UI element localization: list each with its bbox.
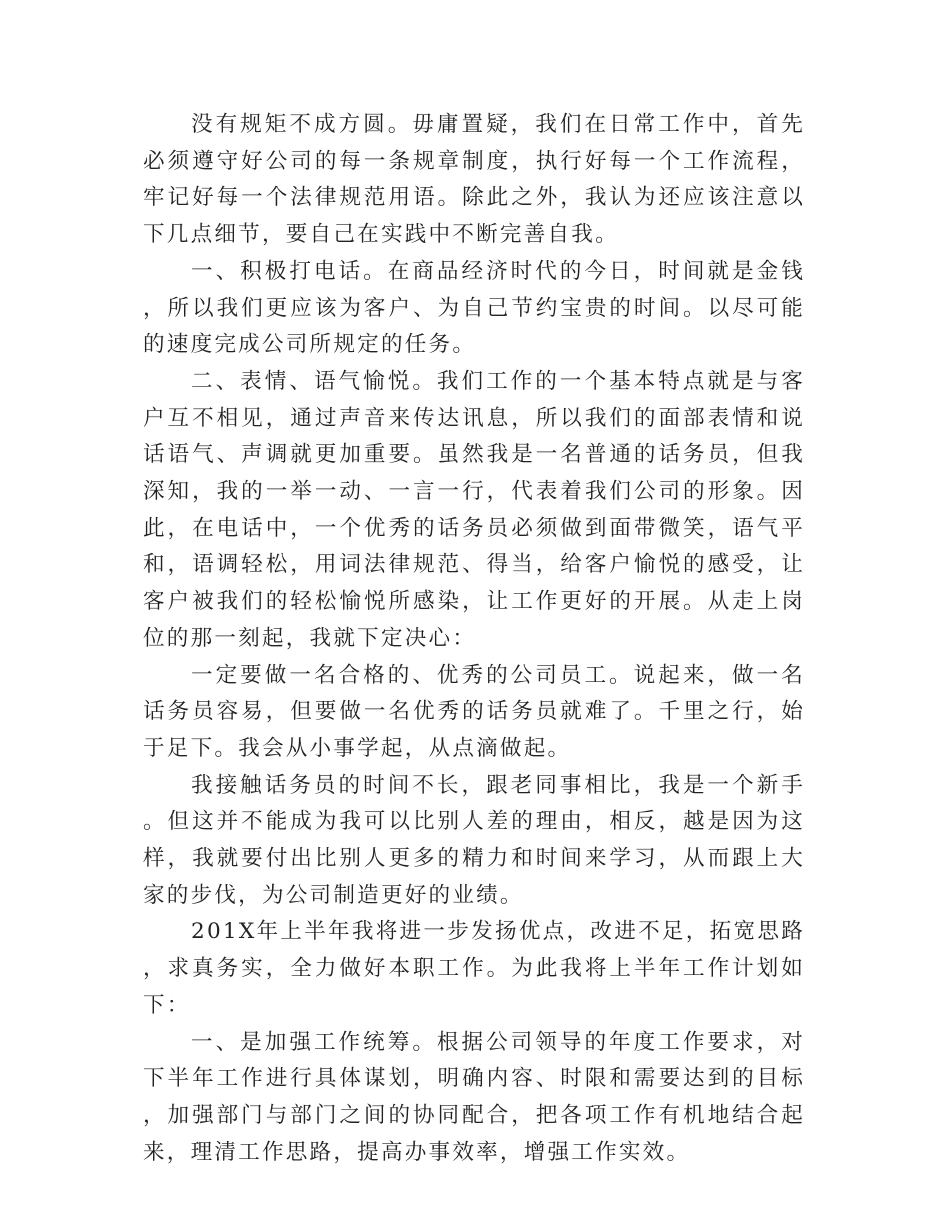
document-body	[143, 107, 805, 1171]
paragraph-newcomer: 我接触话务员的时间不长，跟老同事相比，我是一个新手。但这并不能成为我可以比别人差的理由，相反，越是因为这样，我就要付出比别人更多的精力和时间来学习，从而跟上大家的步伐，为公司制造更好的业绩。	[143, 772, 805, 908]
paragraph-coordination: 一、是加强工作统筹。根据公司领导的年度工作要求，对下半年工作进行具体谋划，明确内容、时限和需要达到的目标，加强部门与部门之间的协同配合，把各项工作有机地结合起来，理清工作思路，提高办事效率，增强工作实效。	[143, 1029, 805, 1165]
paragraph-half-year-plan: 201X年上半年我将进一步发扬优点，改进不足，拓宽思路，求真务实，全力做好本职工作。为此我将上半年工作计划如下：	[143, 919, 805, 1018]
paragraph-qualified-employee: 一定要做一名合格的、优秀的公司员工。说起来，做一名话务员容易，但要做一名优秀的话务员就难了。千里之行，始于足下。我会从小事学起，从点滴做起。	[143, 662, 805, 761]
paragraph-rules: 没有规矩不成方圆。毋庸置疑，我们在日常工作中，首先必须遵守好公司的每一条规章制度，执行好每一个工作流程，牢记好每一个法律规范用语。除此之外，我认为还应该注意以下几点细节，要自己在实践中不断完善自我。	[143, 112, 805, 248]
paragraph-expression: 二、表情、语气愉悦。我们工作的一个基本特点就是与客户互不相见，通过声音来传达讯息，所以我们的面部表情和说话语气、声调就更加重要。虽然我是一名普通的话务员，但我深知，我的一举一动、一言一行，代表着我们公司的形象。因此，在电话中，一个优秀的话务员必须做到面带微笑，语气平和，语调轻松，用词法律规范、得当，给客户愉悦的感受，让客户被我们的轻松愉悦所感染，让工作更好的开展。从走上岗位的那一刻起，我就下定决心：	[143, 368, 805, 651]
paragraph-phone: 一、积极打电话。在商品经济时代的今日，时间就是金钱，所以我们更应该为客户、为自己节约宝贵的时间。以尽可能的速度完成公司所规定的任务。	[143, 258, 805, 358]
